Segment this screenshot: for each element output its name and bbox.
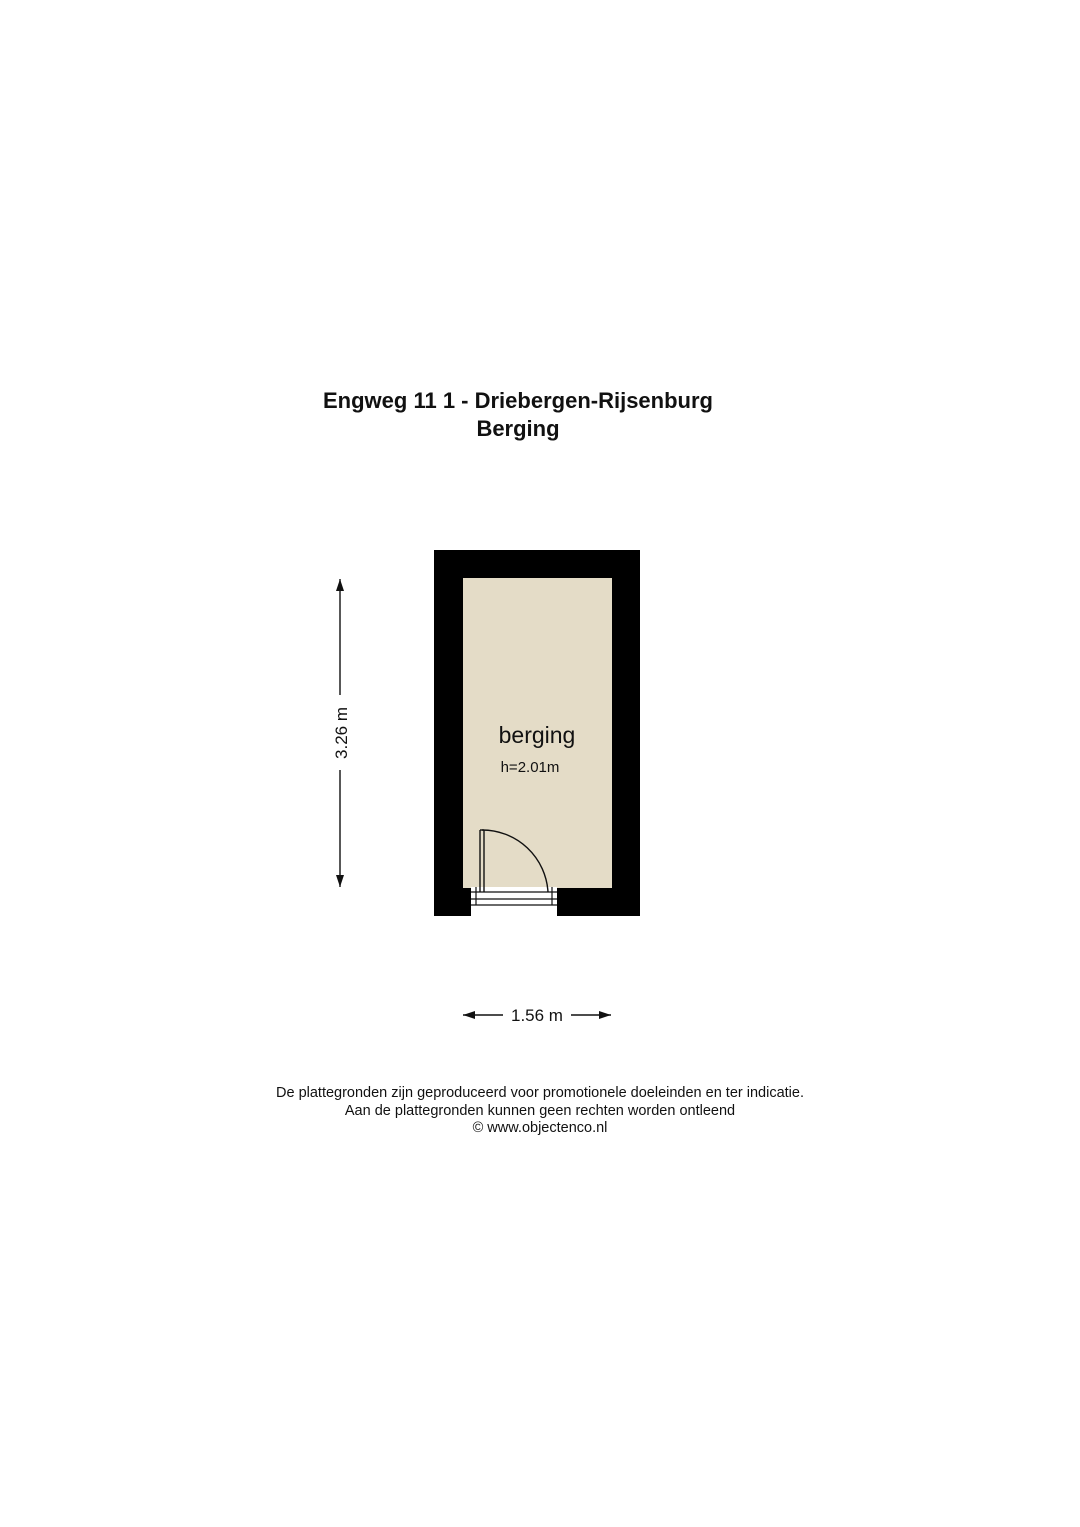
disclaimer-copyright: © www.objectenco.nl [472, 1120, 608, 1136]
width-dimension-label: 1.56 m [511, 1006, 563, 1025]
room-height-label: h=2.01m [500, 759, 560, 776]
disclaimer-line-1: De plattegronden zijn geproduceerd voor promotionele doeleinden en ter indicatie. [276, 1085, 804, 1101]
room-name-label: berging [498, 722, 576, 748]
disclaimer-line-2: Aan de plattegronden kunnen geen rechten worden ontleend [344, 1103, 736, 1119]
plan-title-address: Engweg 11 1 - Driebergen-Rijsenburg [323, 388, 713, 413]
height-dimension-label: 3.26 m [332, 707, 351, 759]
plan-title-floor: Berging [476, 416, 560, 441]
